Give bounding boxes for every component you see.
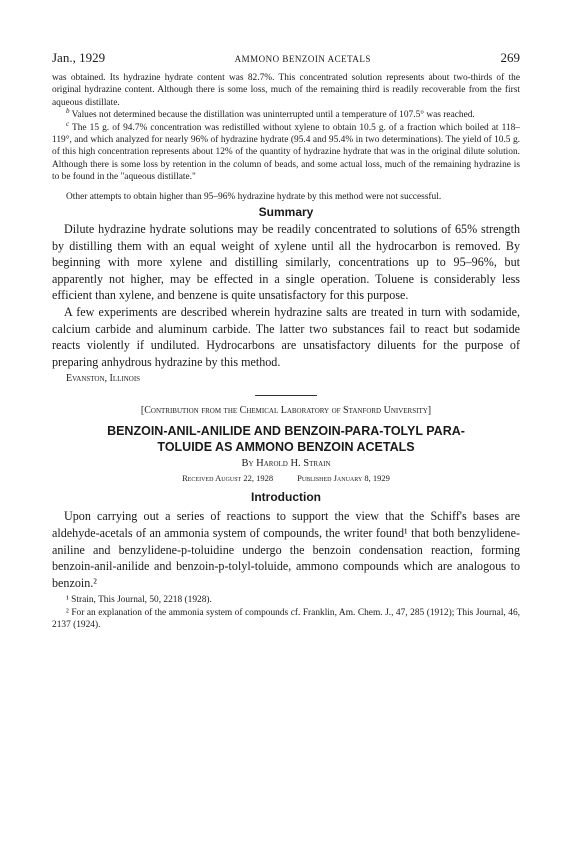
- summary-heading: Summary: [258, 205, 314, 220]
- note-b-text: Values not determined because the distillation was uninterrupted until a temperature of 107.5° was reached.: [69, 110, 475, 121]
- received-date: Received August 22, 1928: [182, 473, 274, 484]
- footnote-1: ¹ Strain, This Journal, 50, 2218 (1928).: [66, 595, 212, 606]
- article-title-line-2: TOLUIDE AS AMMONO BENZOIN ACETALS: [157, 440, 415, 455]
- article-title: [52, 423, 520, 455]
- dates-line: [52, 472, 520, 484]
- note-c-mark: c: [66, 119, 70, 128]
- note-paragraph-1: was obtained. Its hydrazine hydrate content was 82.7%. This concentrated solution represents about two-thirds of the original hydrazine content. Although there is some loss, much of the remaining third is readily recoverable from the first aqueous distillate.: [52, 73, 520, 108]
- note-c: [52, 119, 520, 184]
- page-number: 269: [500, 50, 520, 65]
- footnote-2: ² For an explanation of the ammonia system of compounds cf. Franklin, Am. Chem. J., 47, 285 (1912); This Journal, 46, 2137 (1924).: [52, 607, 520, 631]
- note-b-mark: b: [66, 107, 70, 116]
- issue-date: Jan., 1929: [52, 50, 106, 65]
- published-date: Published January 8, 1929: [297, 473, 390, 484]
- running-head: [52, 50, 520, 72]
- note-b: [52, 109, 520, 121]
- other-attempts-paragraph: Other attempts to obtain higher than 95–96% hydrazine hydrate by this method were not successful.: [66, 191, 442, 202]
- introduction-paragraph: Upon carrying out a series of reactions to support the view that the Schiff's bases are aldehyde-acetals of an ammonia system of compounds, the writer found¹ that both benzylidene-aniline and benzylidene-p-toluidine undergo the benzoin condensation reaction, forming benzoin-anil-anilide and benzoin-p-tolyl-toluide, ammono compounds which are analogous to benzoin.²: [52, 509, 520, 590]
- byline: By Harold H. Strain: [241, 458, 331, 470]
- summary-paragraph-2: A few experiments are described wherein hydrazine salts are treated in turn with sodamide, calcium carbide and aluminum carbide. The latter two substances fail to react but sodamide reacts violently if undiluted. Hydrocarbons are unsatisfactory diluents for the purpose of preparing anhydrous hydrazine by this method.: [52, 305, 520, 369]
- article-title-line-1: BENZOIN-ANIL-ANILIDE AND BENZOIN-PARA-TOLYL PARA-: [107, 424, 465, 439]
- summary-paragraph-1: Dilute hydrazine hydrate solutions may be readily concentrated to solutions of 65% strength by distilling them with an equal weight of xylene until all the hydrocarbon is removed. By beginning with more xylene and distilling similarly, concentrations up to 95–96%, but apparently not higher, may be effected in a single operation. Toluene is considerably less efficient than xylene, and benzene is quite unsatisfactory for this purpose.: [52, 222, 520, 303]
- introduction-heading: Introduction: [251, 490, 321, 505]
- section-divider: [255, 395, 317, 396]
- contribution-line: [Contribution from the Chemical Laboratory of Stanford University]: [140, 405, 432, 417]
- running-title: AMMONO BENZOIN ACETALS: [234, 54, 371, 64]
- author-location: Evanston, Illinois: [66, 373, 141, 385]
- journal-page: [52, 50, 520, 632]
- note-c-text: The 15 g. of 94.7% concentration was redistilled without xylene to obtain 10.5 g. of a fraction which boiled at 118–119°, and which analyzed for nearly 96% of hydrazine hydrate (95.4 and 95.4% in two determinations). The yield of 10.5 g. of this high concentration represents about 12% of the quantity of hydrazine hydrate that was in the original dilute solution. Although there is some loss by retention in the column of beads, and some actual loss, much of the remaining hydrazine is to be found in the "aqueous distillate.": [52, 122, 520, 183]
